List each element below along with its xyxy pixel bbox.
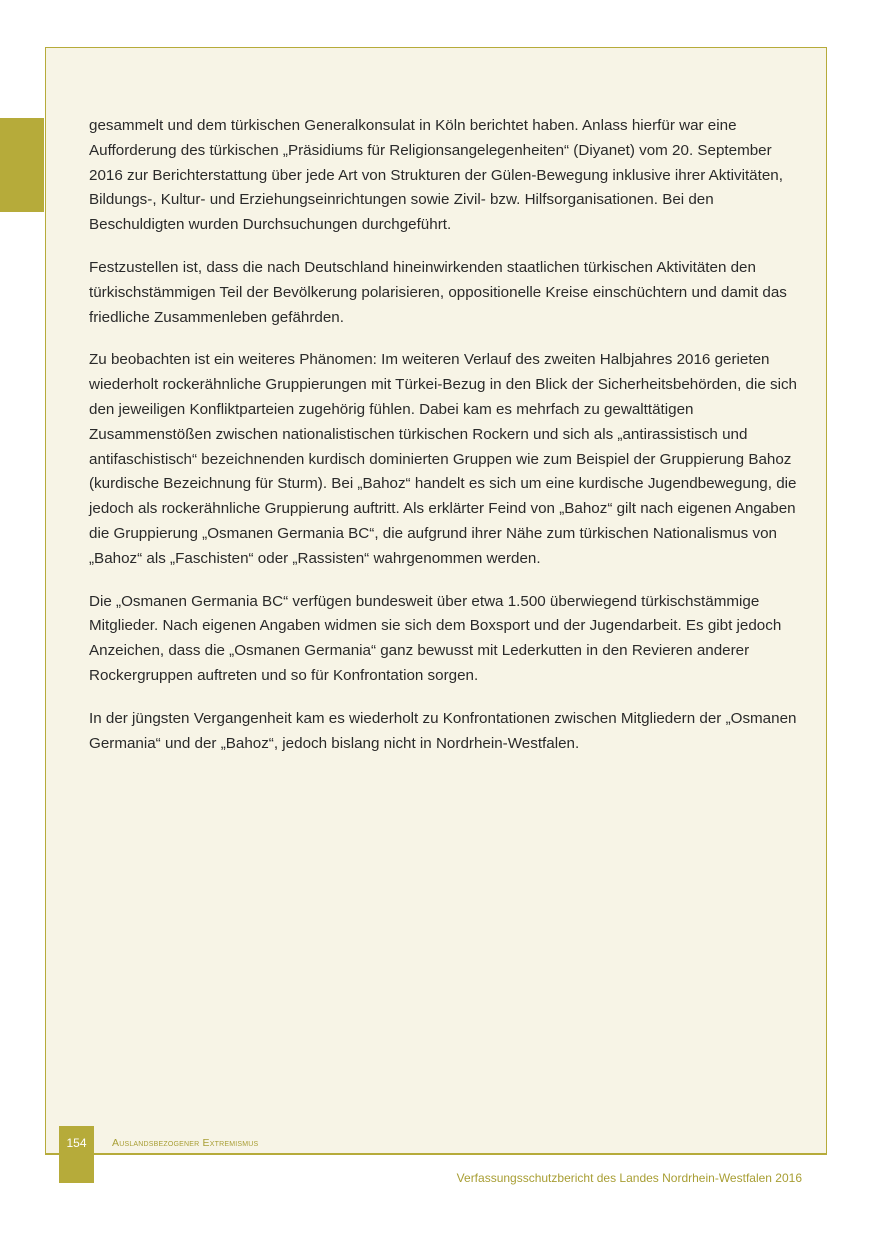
paragraph-2: Festzustellen ist, dass die nach Deutschland hineinwirkenden staatlichen türkischen Aktivitäten den türkischstämmigen Teil der Bevölkerung polarisieren, oppositionelle Kreise einschüchtern und damit das friedliche Zusammenleben gefährden.	[89, 258, 787, 326]
body-text	[89, 114, 805, 774]
paragraph-5: In der jüngsten Vergangenheit kam es wiederholt zu Konfrontationen zwischen Mitgliedern der „Osmanen Germania“ und der „Bahoz“, jedoch bislang nicht in Nordrhein-Westfalen.	[89, 709, 797, 752]
page-number: 154	[59, 1126, 94, 1183]
chapter-tab-marker	[0, 118, 44, 212]
footer-divider	[45, 1154, 827, 1155]
paragraph-1: gesammelt und dem türkischen Generalkonsulat in Köln berichtet haben. Anlass hierfür war eine Aufforderung des türkischen „Präsidiums für Religionsangelegenheiten“ (Diyanet) vom 20. September 2016 zur Berichterstattung über jede Art von Strukturen der Gülen-Bewegung inklusive ihrer Aktivitäten, Bildungs-, Kultur- und Erziehungseinrichtungen sowie Zivil- bzw. Hilfsorganisationen. Bei den Beschuldigten wurden Durchsuchungen durchgeführt.	[89, 117, 783, 234]
chapter-title: Auslandsbezogener Extremismus	[112, 1137, 259, 1149]
paragraph-4: Die „Osmanen Germania BC“ verfügen bundesweit über etwa 1.500 überwiegend türkischstämmige Mitglieder. Nach eigenen Angaben widmen sie sich dem Boxsport und der Jugendarbeit. Es gibt jedoch Anzeichen, dass die „Osmanen Germania“ ganz bewusst mit Lederkutten in den Revieren anderer Rockergruppen auftreten und so für Konfrontation sorgen.	[89, 592, 782, 684]
paragraph-3: Zu beobachten ist ein weiteres Phänomen: Im weiteren Verlauf des zweiten Halbjahres 2016 gerieten wiederholt rockerähnliche Gruppierungen mit Türkei-Bezug in den Blick der Sicherheitsbehörden, die sich den jeweiligen Konfliktparteien zugehörig fühlen. Dabei kam es mehrfach zu gewalttätigen Zusammenstößen zwischen nationalistischen türkischen Rockern und sich als „antirassistisch und antifaschistisch“ bezeichnenden kurdisch dominierten Gruppen wie zum Beispiel der Gruppierung Bahoz (kurdische Bezeichnung für Sturm). Bei „Bahoz“ handelt es sich um eine kurdische Jugendbewegung, die jedoch als rockerähnliche Gruppierung auftritt. Als erklärter Feind von „Bahoz“ gilt nach eigenen Angaben die Gruppierung „Osmanen Germania BC“, die aufgrund ihrer Nähe zum türkischen Nationalismus von „Bahoz“ als „Faschisten“ oder „Rassisten“ wahrgenommen werden.	[89, 351, 798, 567]
report-title: Verfassungsschutzbericht des Landes Nordrhein-Westfalen 2016	[456, 1171, 802, 1185]
